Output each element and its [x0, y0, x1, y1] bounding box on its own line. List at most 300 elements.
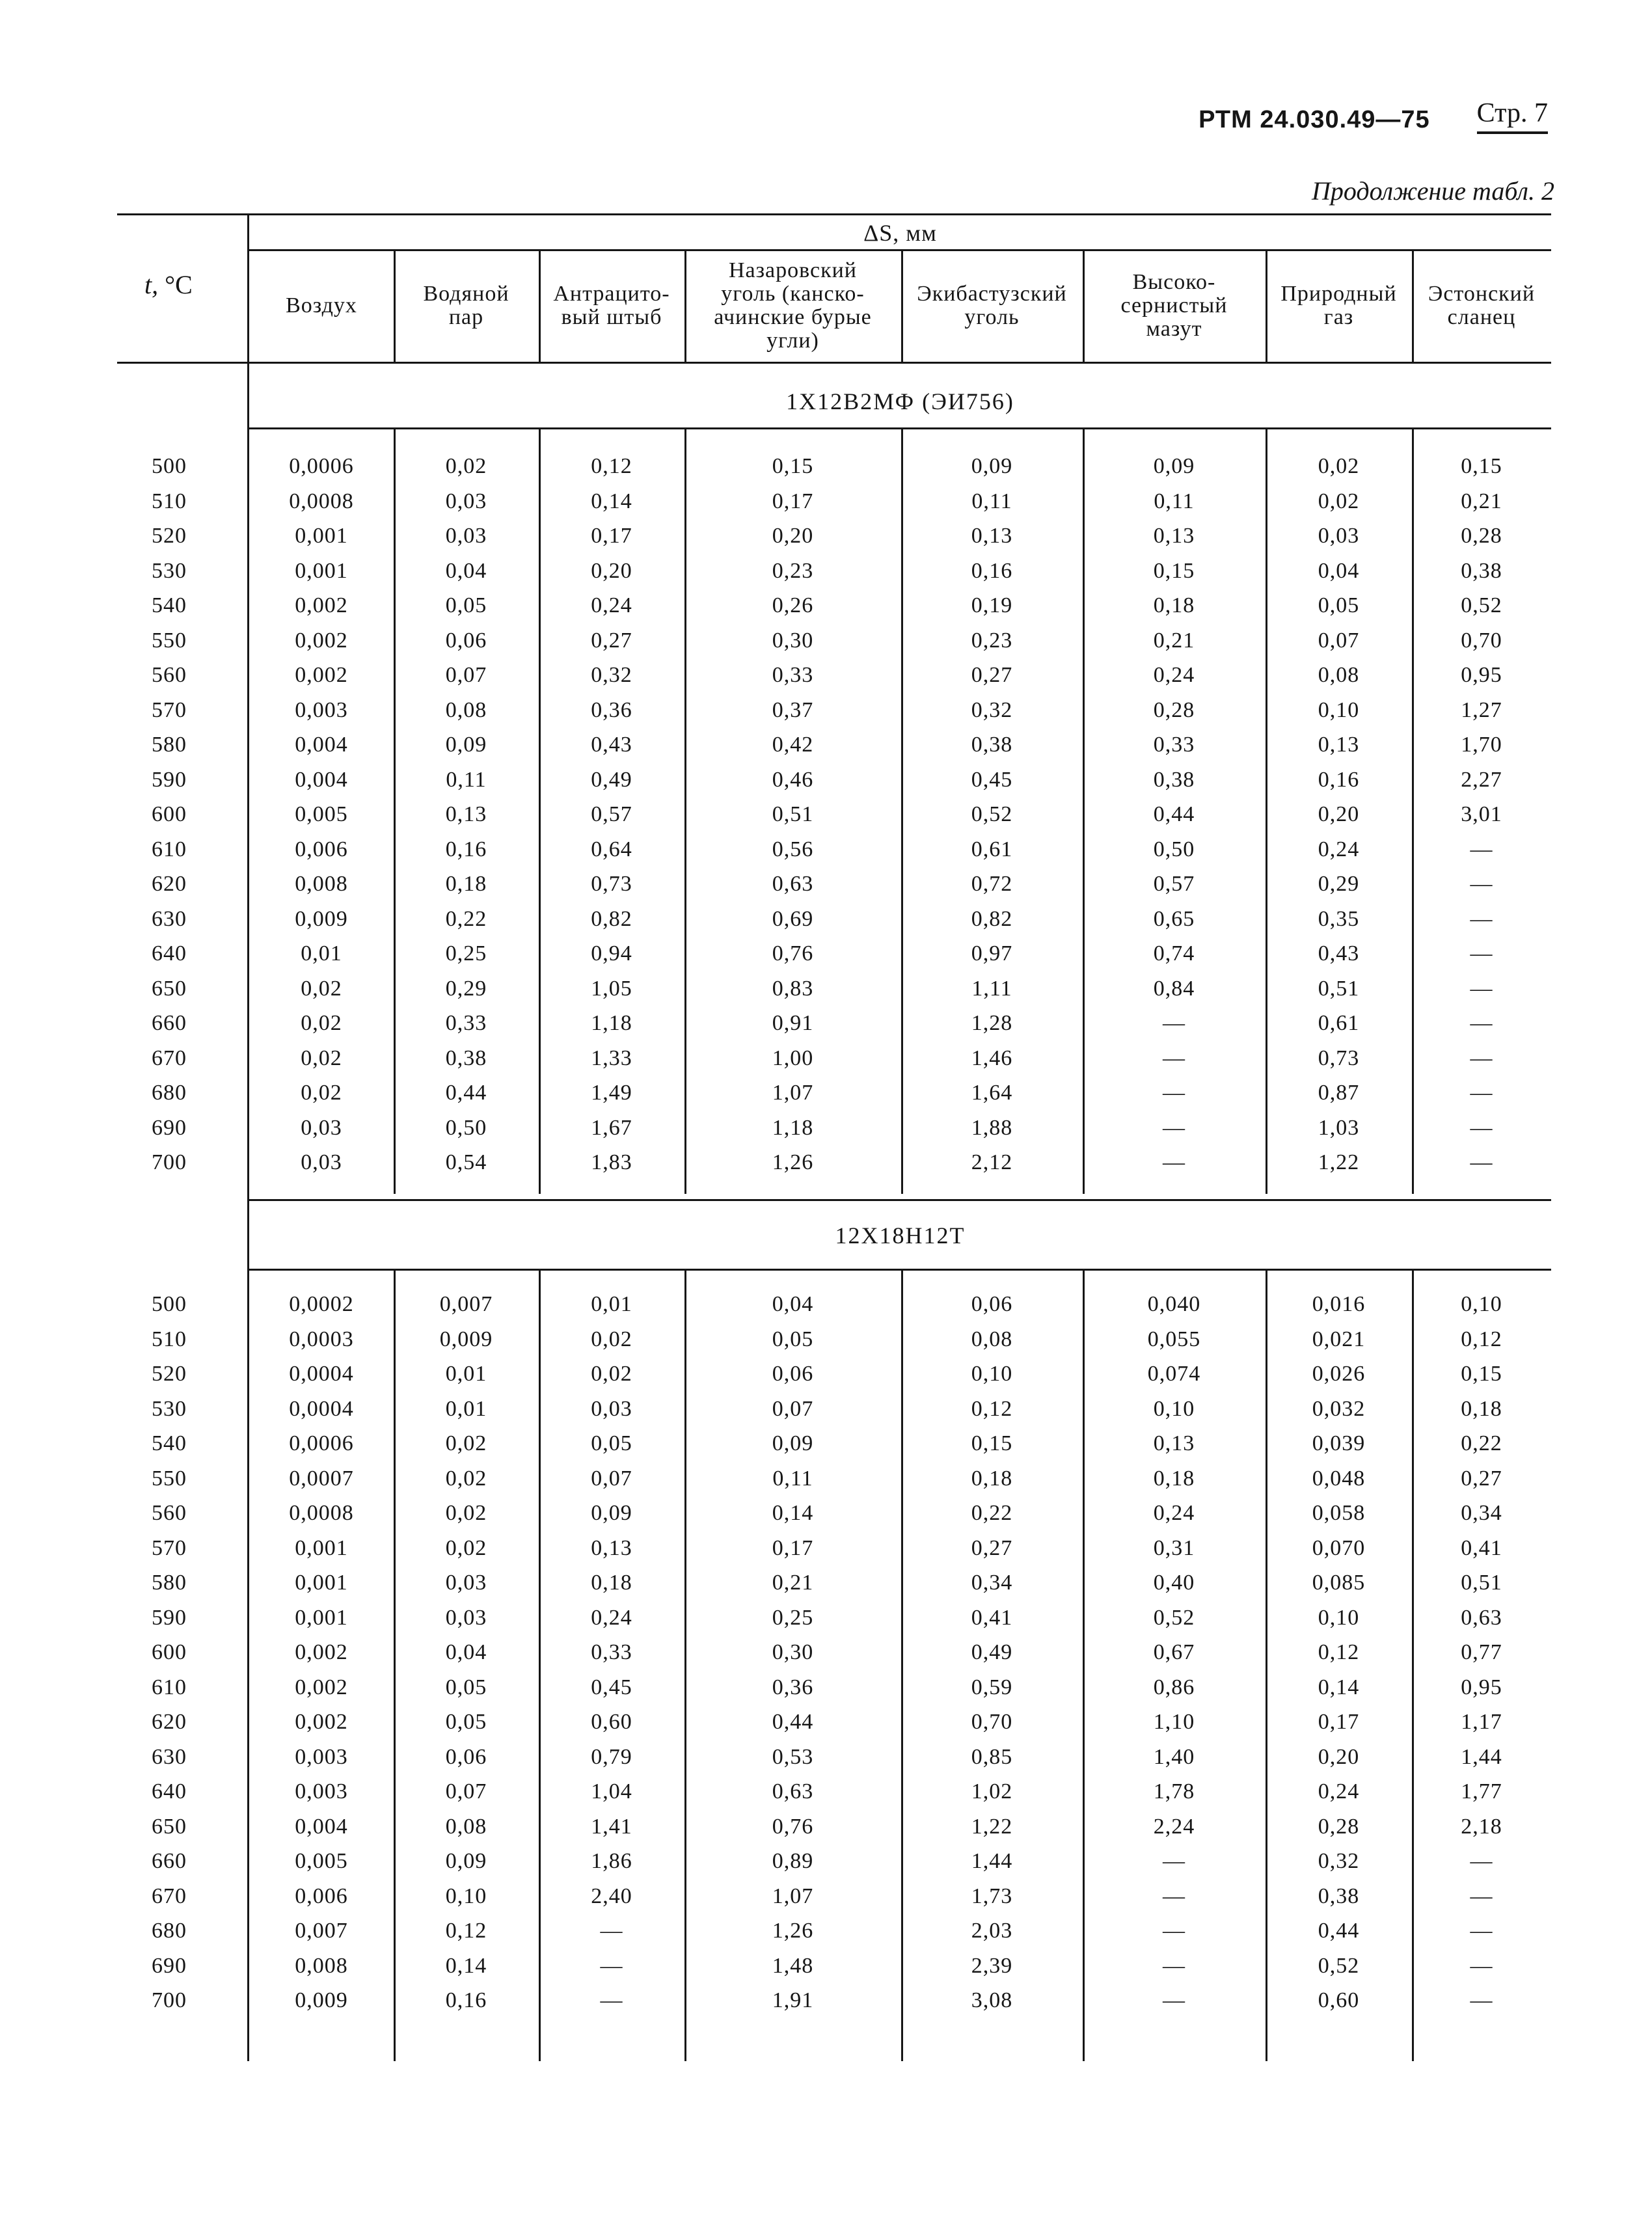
- value-cell-ekibastuz-coal: 0,38: [971, 733, 1013, 757]
- value-cell-high-sulfur-fuel-oil: 0,15: [1153, 558, 1195, 583]
- value-cell-air: 0,0008: [289, 1501, 354, 1525]
- table-row: [0, 1774, 1652, 1809]
- value-cell-nazarovo-coal: 1,00: [772, 1046, 814, 1070]
- value-cell-natural-gas: 0,04: [1318, 558, 1360, 583]
- value-cell-nazarovo-coal: 0,89: [772, 1849, 814, 1873]
- value-cell-natural-gas: 0,35: [1318, 906, 1360, 931]
- value-cell-high-sulfur-fuel-oil: 0,52: [1153, 1605, 1195, 1630]
- temperature-cell: 680: [152, 1919, 187, 1943]
- value-cell-nazarovo-coal: 0,44: [772, 1710, 814, 1734]
- table-row: [0, 797, 1652, 832]
- table-row: [0, 1322, 1652, 1357]
- value-cell-ekibastuz-coal: 1,64: [971, 1081, 1013, 1105]
- value-cell-high-sulfur-fuel-oil: 0,28: [1153, 697, 1195, 722]
- value-cell-water-steam: 0,38: [445, 1046, 487, 1070]
- value-cell-anthracite-dust: 1,86: [591, 1849, 632, 1873]
- column-header-high-sulfur-fuel-oil: Высоко- сернистый мазут: [1120, 270, 1228, 341]
- table-row: [0, 1670, 1652, 1705]
- value-cell-nazarovo-coal: 0,36: [772, 1675, 814, 1699]
- table-row: [0, 623, 1652, 658]
- value-cell-ekibastuz-coal: 0,61: [971, 837, 1013, 861]
- value-cell-nazarovo-coal: 0,26: [772, 593, 814, 617]
- value-cell-natural-gas: 0,05: [1318, 593, 1360, 617]
- temperature-cell: 620: [152, 872, 187, 896]
- value-cell-anthracite-dust: 1,18: [591, 1011, 632, 1035]
- value-cell-high-sulfur-fuel-oil: 0,11: [1154, 489, 1195, 513]
- value-cell-anthracite-dust: 1,33: [591, 1046, 632, 1070]
- value-cell-estonian-shale: —: [1470, 1884, 1493, 1908]
- value-cell-estonian-shale: 0,27: [1461, 1466, 1502, 1491]
- value-cell-anthracite-dust: 0,14: [591, 489, 632, 513]
- header-bottom-rule: [117, 362, 1551, 364]
- value-cell-estonian-shale: —: [1470, 1988, 1493, 2012]
- value-cell-water-steam: 0,08: [445, 697, 487, 722]
- column-header-nazarovo-coal: Назаровский уголь (канско- ачинские бурые угли): [714, 258, 872, 353]
- value-cell-high-sulfur-fuel-oil: —: [1163, 1081, 1185, 1105]
- value-cell-high-sulfur-fuel-oil: 0,74: [1153, 941, 1195, 966]
- temperature-cell: 550: [152, 628, 187, 653]
- table-row: [0, 519, 1652, 554]
- temperature-cell: 630: [152, 906, 187, 931]
- value-cell-natural-gas: 0,039: [1312, 1431, 1366, 1455]
- value-cell-estonian-shale: 1,44: [1461, 1744, 1502, 1769]
- value-cell-high-sulfur-fuel-oil: —: [1163, 1884, 1185, 1908]
- value-cell-estonian-shale: 0,18: [1461, 1396, 1502, 1421]
- value-cell-natural-gas: 0,43: [1318, 941, 1360, 966]
- table-row: [0, 449, 1652, 484]
- value-cell-water-steam: 0,11: [446, 767, 487, 792]
- value-cell-estonian-shale: 0,12: [1461, 1327, 1502, 1351]
- value-cell-estonian-shale: 0,10: [1461, 1292, 1502, 1316]
- value-cell-estonian-shale: 0,15: [1461, 1362, 1502, 1386]
- value-cell-estonian-shale: —: [1470, 906, 1493, 931]
- table-row: [0, 1844, 1652, 1879]
- table-row: [0, 832, 1652, 867]
- value-cell-ekibastuz-coal: 0,09: [971, 454, 1013, 478]
- value-cell-air: 0,002: [295, 1675, 348, 1699]
- value-cell-ekibastuz-coal: 1,11: [971, 976, 1012, 1001]
- value-cell-ekibastuz-coal: 0,15: [971, 1431, 1013, 1455]
- header-column-rule: [394, 251, 396, 362]
- table-row: [0, 1949, 1652, 1984]
- value-cell-anthracite-dust: 0,82: [591, 906, 632, 931]
- value-cell-high-sulfur-fuel-oil: —: [1163, 1988, 1185, 2012]
- value-cell-nazarovo-coal: 0,30: [772, 1640, 814, 1664]
- value-cell-anthracite-dust: 1,49: [591, 1081, 632, 1105]
- value-cell-anthracite-dust: 0,32: [591, 663, 632, 687]
- value-cell-water-steam: 0,54: [445, 1150, 487, 1174]
- value-cell-ekibastuz-coal: 0,41: [971, 1605, 1013, 1630]
- temperature-cell: 680: [152, 1081, 187, 1105]
- value-cell-water-steam: 0,14: [445, 1953, 487, 1978]
- value-cell-high-sulfur-fuel-oil: —: [1163, 1849, 1185, 1873]
- value-cell-nazarovo-coal: 0,69: [772, 906, 814, 931]
- value-cell-water-steam: 0,05: [445, 1675, 487, 1699]
- temperature-unit: °C: [158, 270, 193, 299]
- page-header: [1198, 98, 1548, 134]
- value-cell-anthracite-dust: 1,41: [591, 1814, 632, 1839]
- value-cell-estonian-shale: 2,18: [1461, 1814, 1502, 1839]
- value-cell-ekibastuz-coal: 0,59: [971, 1675, 1013, 1699]
- value-cell-anthracite-dust: 0,73: [591, 872, 632, 896]
- temperature-cell: 570: [152, 1535, 187, 1560]
- value-cell-high-sulfur-fuel-oil: —: [1163, 1011, 1185, 1035]
- value-cell-natural-gas: 0,058: [1312, 1501, 1366, 1525]
- value-cell-air: 0,002: [295, 1640, 348, 1664]
- page-number: Стр. 7: [1476, 98, 1548, 128]
- value-cell-nazarovo-coal: 0,42: [772, 733, 814, 757]
- value-cell-nazarovo-coal: 0,63: [772, 872, 814, 896]
- value-cell-natural-gas: 0,048: [1312, 1466, 1366, 1491]
- header-column-rule: [684, 251, 686, 362]
- value-cell-air: 0,003: [295, 1779, 348, 1803]
- value-cell-nazarovo-coal: 0,25: [772, 1605, 814, 1630]
- value-cell-ekibastuz-coal: 0,12: [971, 1396, 1013, 1421]
- temperature-cell: 670: [152, 1884, 187, 1908]
- temperature-cell: 560: [152, 1501, 187, 1525]
- value-cell-water-steam: 0,09: [445, 1849, 487, 1873]
- value-cell-ekibastuz-coal: 1,46: [971, 1046, 1013, 1070]
- value-cell-ekibastuz-coal: 0,85: [971, 1744, 1013, 1769]
- column-header-anthracite-dust: Антрацито- вый штыб: [553, 282, 670, 329]
- value-cell-nazarovo-coal: 0,46: [772, 767, 814, 792]
- column-header-ekibastuz-coal: Экибастузский уголь: [917, 282, 1067, 329]
- value-cell-water-steam: 0,06: [445, 628, 487, 653]
- value-cell-anthracite-dust: 0,09: [591, 1501, 632, 1525]
- temperature-cell: 500: [152, 1292, 187, 1316]
- value-cell-natural-gas: 0,61: [1318, 1011, 1360, 1035]
- value-cell-water-steam: 0,04: [445, 558, 487, 583]
- value-cell-ekibastuz-coal: 3,08: [971, 1988, 1013, 2012]
- value-cell-natural-gas: 0,32: [1318, 1849, 1360, 1873]
- value-cell-water-steam: 0,50: [445, 1115, 487, 1140]
- value-cell-natural-gas: 0,16: [1318, 767, 1360, 792]
- value-cell-air: 0,009: [295, 906, 348, 931]
- value-cell-high-sulfur-fuel-oil: 2,24: [1153, 1814, 1195, 1839]
- table-row: [0, 1601, 1652, 1636]
- value-cell-anthracite-dust: 0,17: [591, 524, 632, 548]
- value-cell-high-sulfur-fuel-oil: 0,38: [1153, 767, 1195, 792]
- temperature-column-header: [144, 269, 193, 300]
- value-cell-high-sulfur-fuel-oil: —: [1163, 1919, 1185, 1943]
- value-cell-anthracite-dust: 0,45: [591, 1675, 632, 1699]
- value-cell-high-sulfur-fuel-oil: —: [1163, 1150, 1185, 1174]
- value-cell-estonian-shale: 0,70: [1461, 628, 1502, 653]
- value-cell-high-sulfur-fuel-oil: 0,67: [1153, 1640, 1195, 1664]
- value-cell-estonian-shale: 0,15: [1461, 454, 1502, 478]
- value-cell-air: 0,0006: [289, 454, 354, 478]
- value-cell-water-steam: 0,03: [445, 1571, 487, 1595]
- table-row: [0, 1705, 1652, 1740]
- value-cell-natural-gas: 0,02: [1318, 489, 1360, 513]
- value-cell-natural-gas: 0,070: [1312, 1535, 1366, 1560]
- temperature-cell: 640: [152, 941, 187, 966]
- value-cell-high-sulfur-fuel-oil: —: [1163, 1046, 1185, 1070]
- value-cell-air: 0,0002: [289, 1292, 354, 1316]
- value-cell-natural-gas: 0,73: [1318, 1046, 1360, 1070]
- value-cell-estonian-shale: —: [1470, 976, 1493, 1001]
- value-cell-anthracite-dust: 1,67: [591, 1115, 632, 1140]
- value-cell-estonian-shale: 1,27: [1461, 697, 1502, 722]
- table-row: [0, 1426, 1652, 1461]
- value-cell-high-sulfur-fuel-oil: 0,21: [1153, 628, 1195, 653]
- value-cell-natural-gas: 0,12: [1318, 1640, 1360, 1664]
- section-title-rule: [249, 1269, 1551, 1271]
- value-cell-natural-gas: 0,03: [1318, 524, 1360, 548]
- table-row: [0, 1145, 1652, 1180]
- value-cell-high-sulfur-fuel-oil: 0,074: [1147, 1362, 1201, 1386]
- table-row: [0, 1392, 1652, 1427]
- value-cell-ekibastuz-coal: 1,02: [971, 1779, 1013, 1803]
- temperature-cell: 580: [152, 733, 187, 757]
- value-cell-nazarovo-coal: 0,21: [772, 1571, 814, 1595]
- value-cell-estonian-shale: 2,27: [1461, 767, 1502, 792]
- value-cell-natural-gas: 0,07: [1318, 628, 1360, 653]
- value-cell-estonian-shale: —: [1470, 1150, 1493, 1174]
- value-cell-ekibastuz-coal: 0,08: [971, 1327, 1013, 1351]
- value-cell-high-sulfur-fuel-oil: 0,50: [1153, 837, 1195, 861]
- value-cell-natural-gas: 0,02: [1318, 454, 1360, 478]
- value-cell-air: 0,009: [295, 1988, 348, 2012]
- temperature-cell: 530: [152, 558, 187, 583]
- value-cell-nazarovo-coal: 1,07: [772, 1884, 814, 1908]
- value-cell-water-steam: 0,07: [445, 1779, 487, 1803]
- value-cell-estonian-shale: —: [1470, 1115, 1493, 1140]
- value-cell-air: 0,005: [295, 1849, 348, 1873]
- table-row: [0, 588, 1652, 623]
- value-cell-ekibastuz-coal: 0,23: [971, 628, 1013, 653]
- delta-s-header: ΔS, мм: [863, 220, 937, 246]
- value-cell-estonian-shale: 3,01: [1461, 802, 1502, 826]
- value-cell-water-steam: 0,06: [445, 1744, 487, 1769]
- temperature-cell: 690: [152, 1115, 187, 1140]
- value-cell-anthracite-dust: 0,57: [591, 802, 632, 826]
- value-cell-anthracite-dust: 0,02: [591, 1362, 632, 1386]
- temperature-cell: 550: [152, 1466, 187, 1491]
- value-cell-nazarovo-coal: 0,76: [772, 1814, 814, 1839]
- value-cell-estonian-shale: 1,77: [1461, 1779, 1502, 1803]
- value-cell-high-sulfur-fuel-oil: 0,57: [1153, 872, 1195, 896]
- value-cell-water-steam: 0,03: [445, 489, 487, 513]
- value-cell-air: 0,02: [301, 976, 342, 1001]
- value-cell-ekibastuz-coal: 0,82: [971, 906, 1013, 931]
- column-header-water-steam: Водяной пар: [423, 282, 509, 329]
- value-cell-nazarovo-coal: 1,18: [772, 1115, 814, 1140]
- value-cell-anthracite-dust: 0,24: [591, 1605, 632, 1630]
- value-cell-nazarovo-coal: 0,20: [772, 524, 814, 548]
- value-cell-high-sulfur-fuel-oil: 1,40: [1153, 1744, 1195, 1769]
- value-cell-high-sulfur-fuel-oil: 1,78: [1153, 1779, 1195, 1803]
- value-cell-air: 0,002: [295, 1710, 348, 1734]
- value-cell-natural-gas: 0,14: [1318, 1675, 1360, 1699]
- column-header-estonian-shale: Эстонский сланец: [1428, 282, 1536, 329]
- page-number-wrap: [1477, 98, 1548, 134]
- value-cell-nazarovo-coal: 0,15: [772, 454, 814, 478]
- table-row: [0, 1357, 1652, 1392]
- value-cell-ekibastuz-coal: 0,45: [971, 767, 1013, 792]
- value-cell-high-sulfur-fuel-oil: 0,040: [1147, 1292, 1201, 1316]
- value-cell-high-sulfur-fuel-oil: 1,10: [1153, 1710, 1195, 1734]
- value-cell-water-steam: 0,02: [445, 454, 487, 478]
- value-cell-air: 0,02: [301, 1011, 342, 1035]
- value-cell-ekibastuz-coal: 0,34: [971, 1571, 1013, 1595]
- value-cell-estonian-shale: 0,28: [1461, 524, 1502, 548]
- value-cell-anthracite-dust: 0,64: [591, 837, 632, 861]
- value-cell-nazarovo-coal: 0,17: [772, 489, 814, 513]
- table-row: [0, 1006, 1652, 1041]
- value-cell-high-sulfur-fuel-oil: 0,24: [1153, 1501, 1195, 1525]
- value-cell-nazarovo-coal: 0,14: [772, 1501, 814, 1525]
- temperature-cell: 660: [152, 1011, 187, 1035]
- table-row: [0, 1879, 1652, 1914]
- value-cell-water-steam: 0,18: [445, 872, 487, 896]
- table-row: [0, 1461, 1652, 1496]
- value-cell-estonian-shale: 0,52: [1461, 593, 1502, 617]
- value-cell-air: 0,0008: [289, 489, 354, 513]
- table-row: [0, 902, 1652, 937]
- value-cell-estonian-shale: 0,41: [1461, 1535, 1502, 1560]
- document-code: РТМ 24.030.49—75: [1198, 106, 1430, 133]
- value-cell-anthracite-dust: 1,05: [591, 976, 632, 1001]
- value-cell-estonian-shale: —: [1470, 1953, 1493, 1978]
- value-cell-natural-gas: 0,28: [1318, 1814, 1360, 1839]
- value-cell-anthracite-dust: 0,24: [591, 593, 632, 617]
- table-row: [0, 1111, 1652, 1146]
- temperature-cell: 530: [152, 1396, 187, 1421]
- header-column-rule: [1083, 251, 1085, 362]
- value-cell-air: 0,001: [295, 558, 348, 583]
- value-cell-nazarovo-coal: 0,53: [772, 1744, 814, 1769]
- value-cell-high-sulfur-fuel-oil: 0,18: [1153, 593, 1195, 617]
- value-cell-air: 0,004: [295, 1814, 348, 1839]
- value-cell-water-steam: 0,01: [445, 1362, 487, 1386]
- value-cell-anthracite-dust: 0,05: [591, 1431, 632, 1455]
- value-cell-water-steam: 0,03: [445, 1605, 487, 1630]
- value-cell-air: 0,0004: [289, 1396, 354, 1421]
- value-cell-anthracite-dust: 0,07: [591, 1466, 632, 1491]
- value-cell-anthracite-dust: 0,43: [591, 733, 632, 757]
- value-cell-nazarovo-coal: 0,51: [772, 802, 814, 826]
- value-cell-high-sulfur-fuel-oil: 0,13: [1153, 524, 1195, 548]
- temperature-cell: 520: [152, 1362, 187, 1386]
- temperature-cell: 640: [152, 1779, 187, 1803]
- value-cell-natural-gas: 0,17: [1318, 1710, 1360, 1734]
- temperature-cell: 600: [152, 1640, 187, 1664]
- value-cell-water-steam: 0,05: [445, 1710, 487, 1734]
- value-cell-air: 0,03: [301, 1115, 342, 1140]
- table-row: [0, 1075, 1652, 1111]
- value-cell-air: 0,008: [295, 872, 348, 896]
- value-cell-estonian-shale: —: [1470, 1081, 1493, 1105]
- value-cell-nazarovo-coal: 0,09: [772, 1431, 814, 1455]
- header-column-rule: [1266, 251, 1267, 362]
- value-cell-high-sulfur-fuel-oil: 0,84: [1153, 976, 1195, 1001]
- table-row: [0, 1531, 1652, 1566]
- value-cell-water-steam: 0,02: [445, 1431, 487, 1455]
- value-cell-anthracite-dust: 0,20: [591, 558, 632, 583]
- value-cell-high-sulfur-fuel-oil: 0,31: [1153, 1535, 1195, 1560]
- value-cell-air: 0,002: [295, 628, 348, 653]
- header-column-rule: [901, 251, 903, 362]
- temperature-cell: 620: [152, 1710, 187, 1734]
- value-cell-water-steam: 0,02: [445, 1466, 487, 1491]
- table-row: [0, 971, 1652, 1006]
- value-cell-natural-gas: 0,29: [1318, 872, 1360, 896]
- temperature-cell: 590: [152, 767, 187, 792]
- value-cell-ekibastuz-coal: 0,22: [971, 1501, 1013, 1525]
- value-cell-ekibastuz-coal: 0,27: [971, 663, 1013, 687]
- table-row: [0, 1287, 1652, 1322]
- value-cell-ekibastuz-coal: 1,22: [971, 1814, 1013, 1839]
- table-row: [0, 1983, 1652, 2018]
- value-cell-air: 0,001: [295, 1535, 348, 1560]
- value-cell-air: 0,003: [295, 1744, 348, 1769]
- value-cell-nazarovo-coal: 0,07: [772, 1396, 814, 1421]
- value-cell-anthracite-dust: 1,04: [591, 1779, 632, 1803]
- value-cell-nazarovo-coal: 0,17: [772, 1535, 814, 1560]
- value-cell-natural-gas: 0,13: [1318, 733, 1360, 757]
- value-cell-air: 0,004: [295, 733, 348, 757]
- temperature-cell: 520: [152, 524, 187, 548]
- value-cell-air: 0,02: [301, 1046, 342, 1070]
- value-cell-water-steam: 0,04: [445, 1640, 487, 1664]
- value-cell-ekibastuz-coal: 0,13: [971, 524, 1013, 548]
- value-cell-water-steam: 0,16: [445, 837, 487, 861]
- value-cell-ekibastuz-coal: 0,18: [971, 1466, 1013, 1491]
- value-cell-estonian-shale: 0,34: [1461, 1501, 1502, 1525]
- value-cell-high-sulfur-fuel-oil: 0,055: [1147, 1327, 1201, 1351]
- value-cell-estonian-shale: 0,51: [1461, 1571, 1502, 1595]
- value-cell-natural-gas: 0,016: [1312, 1292, 1366, 1316]
- table-row: [0, 1635, 1652, 1670]
- value-cell-estonian-shale: —: [1470, 1849, 1493, 1873]
- value-cell-natural-gas: 0,24: [1318, 1779, 1360, 1803]
- value-cell-estonian-shale: —: [1470, 941, 1493, 966]
- value-cell-natural-gas: 0,38: [1318, 1884, 1360, 1908]
- value-cell-water-steam: 0,33: [445, 1011, 487, 1035]
- value-cell-estonian-shale: —: [1470, 872, 1493, 896]
- value-cell-high-sulfur-fuel-oil: 0,10: [1153, 1396, 1195, 1421]
- value-cell-air: 0,008: [295, 1953, 348, 1978]
- value-cell-nazarovo-coal: 1,48: [772, 1953, 814, 1978]
- value-cell-anthracite-dust: 0,94: [591, 941, 632, 966]
- temperature-cell: 540: [152, 593, 187, 617]
- value-cell-air: 0,01: [301, 941, 342, 966]
- temperature-cell: 510: [152, 489, 187, 513]
- value-cell-nazarovo-coal: 0,76: [772, 941, 814, 966]
- value-cell-air: 0,006: [295, 837, 348, 861]
- value-cell-air: 0,001: [295, 524, 348, 548]
- temperature-cell: 690: [152, 1953, 187, 1978]
- value-cell-water-steam: 0,09: [445, 733, 487, 757]
- table-row: [0, 554, 1652, 589]
- value-cell-natural-gas: 0,08: [1318, 663, 1360, 687]
- value-cell-high-sulfur-fuel-oil: 0,13: [1153, 1431, 1195, 1455]
- value-cell-ekibastuz-coal: 1,44: [971, 1849, 1013, 1873]
- value-cell-natural-gas: 0,20: [1318, 802, 1360, 826]
- value-cell-estonian-shale: 0,63: [1461, 1605, 1502, 1630]
- value-cell-nazarovo-coal: 0,83: [772, 976, 814, 1001]
- value-cell-natural-gas: 0,60: [1318, 1988, 1360, 2012]
- value-cell-nazarovo-coal: 0,04: [772, 1292, 814, 1316]
- value-cell-nazarovo-coal: 1,91: [772, 1988, 814, 2012]
- value-cell-water-steam: 0,16: [445, 1988, 487, 2012]
- value-cell-nazarovo-coal: 1,26: [772, 1919, 814, 1943]
- table-row: [0, 658, 1652, 693]
- section-title: 12Х18Н12Т: [835, 1223, 966, 1249]
- value-cell-nazarovo-coal: 0,23: [772, 558, 814, 583]
- value-cell-nazarovo-coal: 0,06: [772, 1362, 814, 1386]
